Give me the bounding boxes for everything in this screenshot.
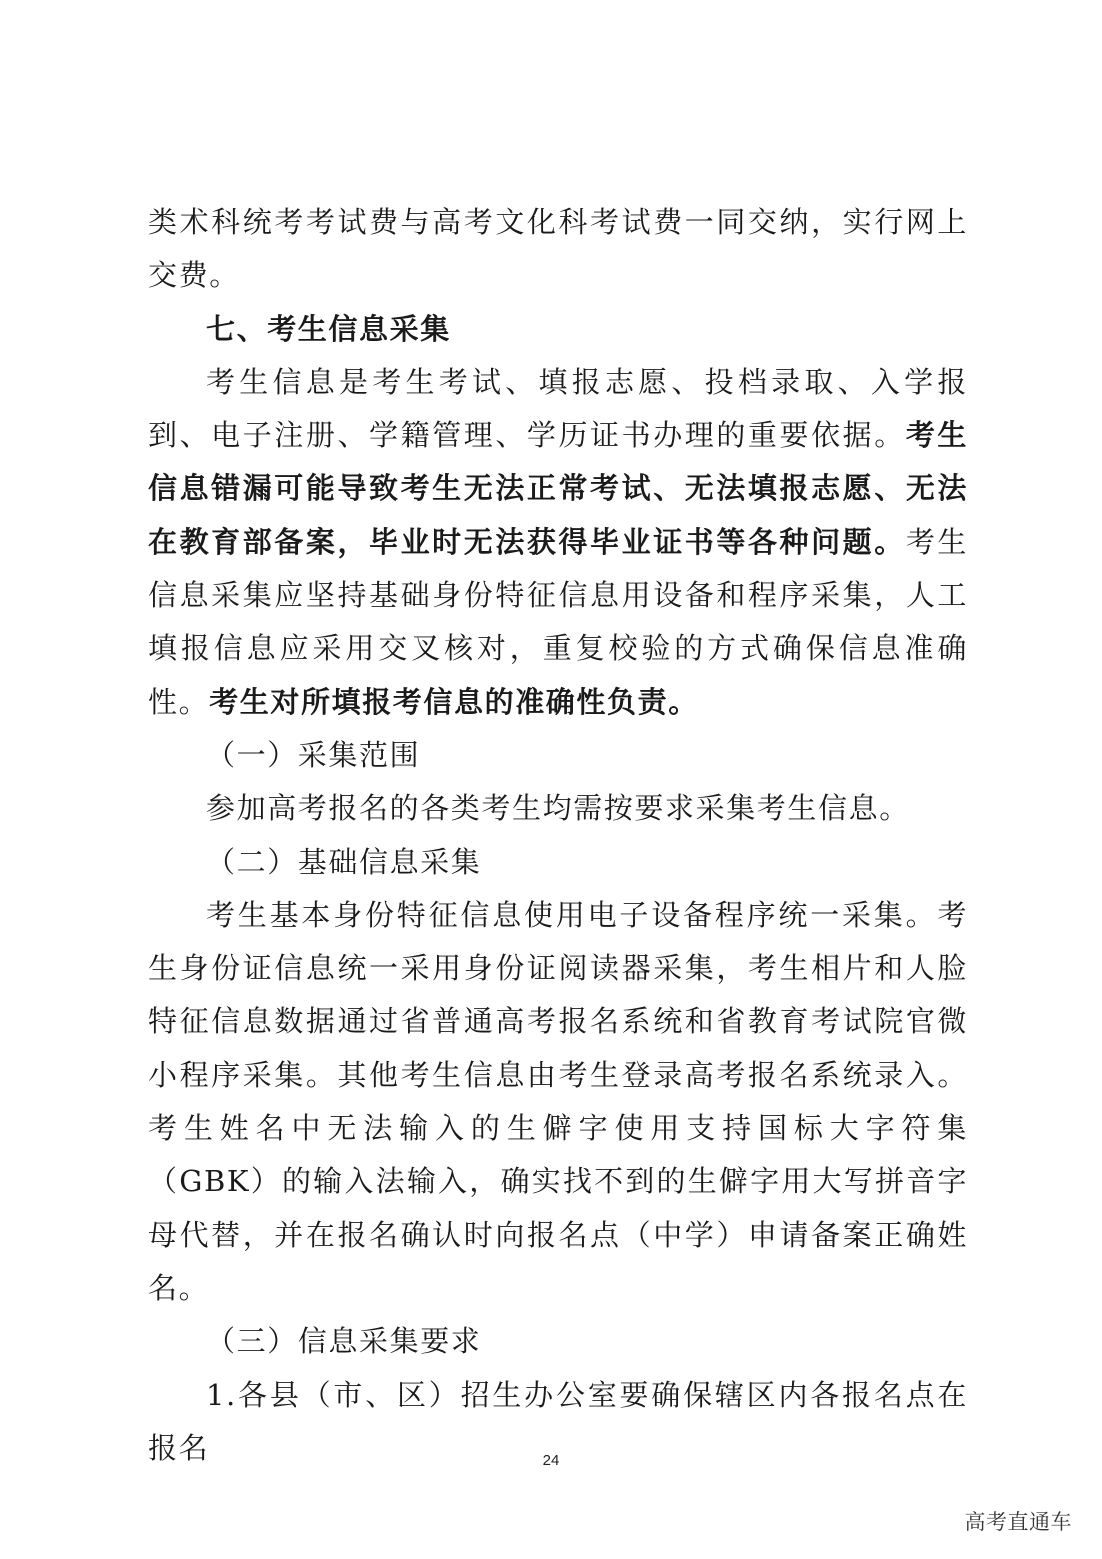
paragraph-intro	[148, 356, 968, 729]
subsection-text-2: 考生基本身份特征信息使用电子设备程序统一采集。考生身份证信息统一采用身份证阅读器采集，考生相片和人脸特征信息数据通过省普通高考报名系统和省教育考试院官微小程序采集。其他考生信息由考生登录高考报名系统录入。考生姓名中无法输入的生僻字使用支持国标大字符集（GBK）的输入法输入，确实找不到的生僻字用大写拼音字母代替，并在报名确认时向报名点（中学）申请备案正确姓名。	[148, 897, 968, 1305]
body-text	[148, 196, 968, 1475]
intro-text-2: 考生信息采集应坚持基础身份特征信息用设备和程序采集，人工填报信息应采用交叉核对，重复校验的方式确保信息准确性。	[148, 524, 969, 719]
paragraph-continuation: 类术科统考考试费与高考文化科考试费一同交纳，实行网上交费。	[148, 205, 968, 293]
intro-bold-2: 考生对所填报考信息的准确性负责。	[209, 684, 699, 719]
subsection-heading-1: （一）采集范围	[206, 737, 421, 772]
subsection-heading-2: （二）基础信息采集	[206, 844, 482, 879]
intro-bold-1: 考生信息错漏可能导致考生无法正常考试、无法填报志愿、无法在教育部备案，毕业时无法获得毕业证书等各种问题。	[148, 418, 969, 559]
subsection-heading-3: （三）信息采集要求	[206, 1324, 482, 1359]
intro-text-1: 考生信息是考生考试、填报志愿、投档录取、入学报到、电子注册、学籍管理、学历证书办理的重要依据。	[148, 364, 968, 453]
section-heading: 七、考生信息采集	[206, 311, 451, 346]
subsection-item-1: 1.各县（市、区）招生办公室要确保辖区内各报名点在报名	[148, 1377, 968, 1465]
subsection-text-1: 参加高考报名的各类考生均需按要求采集考生信息。	[206, 791, 910, 826]
watermark-text: 高考直通车	[964, 1510, 1072, 1534]
page-number: 24	[542, 1452, 560, 1469]
